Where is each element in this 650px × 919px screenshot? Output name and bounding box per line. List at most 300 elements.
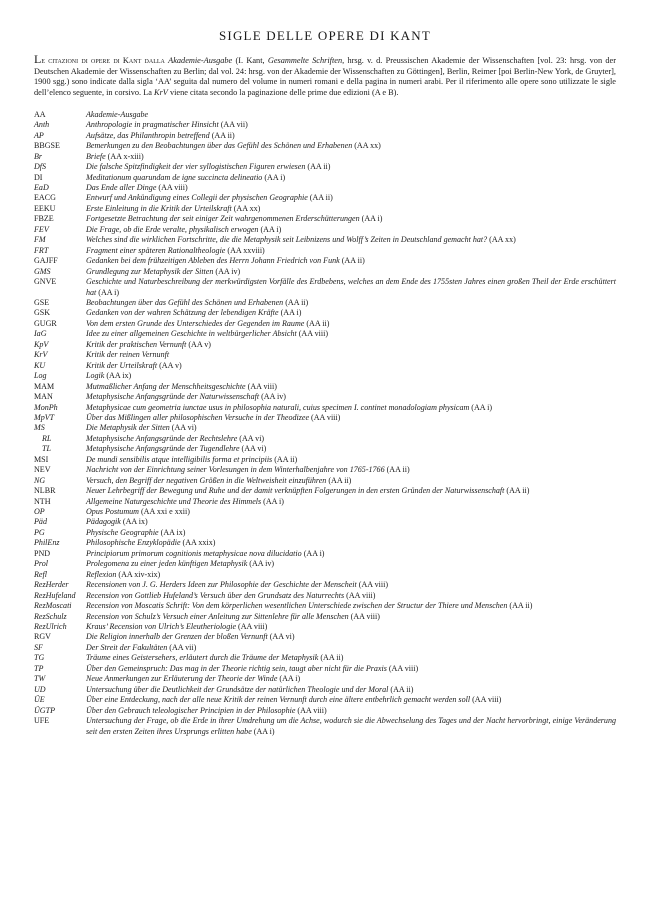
entry-abbreviation: MSI [34, 454, 49, 464]
list-item [34, 706, 616, 716]
entry-reference: (AA viii) [296, 329, 329, 339]
entry-abbreviation: ÜGTP [34, 705, 56, 715]
entry-reference: (AA xx) [231, 203, 261, 213]
entry-title: Fragment einer späteren Rationaltheologie [86, 245, 226, 255]
entry-reference: (AA ii) [326, 475, 352, 485]
entry-title: Prolegomena zu einer jeden künftigen Metaphysik [86, 559, 248, 569]
entry-reference: (AA viii) [470, 695, 502, 705]
entry-reference: (AA ii) [388, 684, 414, 694]
list-item [34, 685, 616, 695]
entry-reference: (AA xxi e xxii) [138, 507, 190, 517]
entry-abbreviation: NG [34, 475, 46, 485]
entry-title: Beobachtungen über das Gefühl des Schönen und Erhabenen [86, 297, 284, 307]
entry-description [86, 162, 616, 172]
entry-abbreviation: FBZE [34, 214, 54, 224]
entry-abbreviation: KpV [34, 339, 49, 349]
entry-abbreviation: TG [34, 653, 45, 663]
entry-title: Kritik der reinen Vernunft [86, 350, 170, 360]
entry-abbreviation: NEV [34, 465, 51, 475]
entry-description [86, 538, 616, 548]
entry-title: Metaphysische Anfangsgründe der Rechtslehre [86, 433, 238, 443]
list-item [34, 329, 616, 339]
entry-title: Mutmaßlicher Anfang der Menschheitsgeschichte [86, 381, 246, 391]
entry-title: Kraus’ Recension von Ulrich’s Eleutheriologie [86, 622, 237, 632]
list-item [34, 612, 616, 622]
entry-reference: (AA viii) [344, 590, 376, 600]
entry-description [86, 350, 616, 360]
entry-abbreviation: FM [34, 235, 46, 245]
entry-title: Kritik der praktischen Vernunft [86, 339, 187, 349]
entry-title: Grundlegung zur Metaphysik der Sitten [86, 266, 214, 276]
entry-description [86, 214, 616, 224]
intro-paragraph [34, 54, 616, 99]
entry-title: Pädagogik [86, 517, 121, 527]
entry-description [86, 528, 616, 538]
entry-title: Über den Gebrauch teleologischer Principien in der Philosophie [86, 705, 296, 715]
entry-abbreviation: Päd [34, 517, 47, 527]
entry-title: Briefe [86, 151, 106, 161]
entry-description [86, 570, 616, 580]
entry-description [86, 319, 616, 329]
entry-abbreviation: FRT [34, 245, 49, 255]
entry-reference: (AA viii) [356, 580, 389, 590]
list-item [34, 664, 616, 674]
entry-description [86, 455, 616, 465]
entry-description [86, 685, 616, 695]
intro-text-5: , hrsg. v. d. Preussischen Akademie der Wissenschaften [vol. 23: hrsg. von der Deutschen Akademie der Wissenschaften zu Berlin; dal vol. 24: hrsg. von der Akademie der Wissenschaften zu Göttingen], Berlin, Reimer [poi Berlin-New York, de Gruyter], 1900 sgg.) sono indicate dalla sigla ‘AA’ seguita dal numero del volume in numeri romani e della pagina in numeri arabi. Per il riferimento alle opere sono utilizzate le sigle dell’elenco seguente, in corsivo. La [34, 56, 616, 98]
list-item [34, 382, 616, 392]
entry-title: Anthropologie in pragmatischer Hinsicht [86, 120, 219, 130]
list-item [34, 267, 616, 277]
entry-abbreviation: RezHufeland [34, 590, 76, 600]
entry-reference: (AA v) [157, 360, 182, 370]
entry-reference: (AA i) [469, 402, 493, 412]
entry-title: Die Metaphysik der Sitten [86, 423, 170, 433]
entry-abbreviation: AP [34, 130, 44, 140]
entry-abbreviation: PhilEnz [34, 538, 60, 548]
entry-description [86, 382, 616, 392]
entry-reference: (AA i) [262, 172, 286, 182]
list-item [34, 392, 616, 402]
entry-title: Die Religion innerhalb der Grenzen der bloßen Vernunft [86, 632, 268, 642]
page-title: SIGLE DELLE OPERE DI KANT [219, 28, 431, 43]
intro-text-3: (I. Kant, [232, 56, 268, 65]
entry-abbreviation: BBGSE [34, 141, 60, 151]
list-item [34, 434, 616, 444]
list-item [34, 131, 616, 141]
list-item [34, 476, 616, 486]
list-item [34, 444, 616, 454]
entry-title: De mundi sensibilis atque intelligibilis forma et principiis [86, 454, 273, 464]
entry-abbreviation: DI [34, 172, 43, 182]
entry-description [86, 361, 616, 371]
entry-abbreviation: PG [34, 527, 45, 537]
entry-description [86, 193, 616, 203]
entry-abbreviation: RezUlrich [34, 622, 67, 632]
entry-reference: (AA x-xiii) [105, 151, 144, 161]
entry-description [86, 695, 616, 705]
entry-title: Über den Gemeinspruch: Das mag in der Theorie richtig sein, taugt aber nicht für die Praxis [86, 663, 387, 673]
entry-reference: (AA v) [186, 339, 211, 349]
entry-reference: (AA i) [261, 496, 284, 506]
entry-reference: (AA ii) [507, 601, 533, 611]
list-item [34, 308, 616, 318]
entry-reference: (AA vi) [267, 632, 295, 642]
entry-abbreviation: GNVE [34, 277, 57, 287]
entry-description [86, 173, 616, 183]
entry-reference: (AA i) [278, 308, 302, 318]
entry-abbreviation: UFE [34, 716, 50, 726]
entry-reference: (AA i) [251, 726, 275, 736]
list-item [34, 256, 616, 266]
entry-abbreviation: IaG [34, 329, 47, 339]
list-item [34, 538, 616, 548]
entry-abbreviation: EEKU [34, 203, 56, 213]
list-item [34, 319, 616, 329]
entry-description [86, 716, 616, 737]
entry-reference: (AA i) [359, 214, 383, 224]
entry-reference: (AA ii) [304, 318, 330, 328]
list-item [34, 497, 616, 507]
entry-title: Das Ende aller Dinge [86, 182, 157, 192]
entry-title: Untersuchung über die Deutlichkeit der Grundsätze der natürlichen Theologie und der Moral [86, 684, 389, 694]
entry-reference: (AA ii) [283, 297, 309, 307]
list-item [34, 622, 616, 632]
intro-text-4: Gesammelte Schriften [267, 56, 343, 65]
entry-title: Die falsche Spitzfindigkeit der vier syllogistischen Figuren erwiesen [86, 162, 306, 172]
entry-reference: (AA ii) [307, 193, 333, 203]
entry-abbreviation: MS [34, 423, 45, 433]
entry-reference: (AA ii) [384, 465, 410, 475]
entry-description [86, 277, 616, 298]
entry-description [86, 246, 616, 256]
entry-reference: (AA xxviii) [225, 245, 265, 255]
entry-abbreviation: RezMoscati [34, 601, 72, 611]
entry-description [86, 580, 616, 590]
entry-description [86, 131, 616, 141]
entry-abbreviation: Log [34, 371, 47, 381]
list-item [34, 183, 616, 193]
entry-abbreviation: ÜE [34, 695, 45, 705]
entry-abbreviation: AA [34, 109, 46, 119]
entry-abbreviation: EaD [34, 182, 49, 192]
entry-reference: (AA ii) [305, 162, 331, 172]
entry-title: Versuch, den Begriff der negativen Größen in die Weltweisheit einzuführen [86, 475, 327, 485]
list-item [34, 632, 616, 642]
entry-title: Metaphysische Anfangsgründe der Tugendlehre [86, 444, 240, 454]
entry-title: Gedanken bei dem frühzeitigen Ableben des Herrn Johann Friedrich von Funk [86, 256, 340, 266]
entry-description [86, 612, 616, 622]
entry-reference: (AA ii) [504, 486, 530, 496]
entry-abbreviation: RL [42, 433, 52, 443]
list-item [34, 277, 616, 298]
entry-reference: (AA vi) [237, 433, 265, 443]
list-item [34, 465, 616, 475]
entry-description [86, 674, 616, 684]
list-item [34, 214, 616, 224]
entry-reference: (AA iv) [259, 392, 286, 402]
entry-title: Reflexion [86, 569, 117, 579]
entry-reference: (AA i) [96, 287, 120, 297]
entry-abbreviation: GSK [34, 308, 51, 318]
entry-reference: (AA ii) [339, 256, 365, 266]
list-item [34, 528, 616, 538]
entry-reference: (AA vi) [169, 423, 197, 433]
entry-title: Idee zu einer allgemeinen Geschichte in weltbürgerlicher Absicht [86, 329, 297, 339]
list-item [34, 643, 616, 653]
entry-description [86, 601, 616, 611]
entry-abbreviation: Prol [34, 559, 49, 569]
entry-reference: (AA ix) [120, 517, 148, 527]
entry-reference: (AA vii) [218, 120, 248, 130]
list-item [34, 570, 616, 580]
entry-reference: (AA i) [277, 674, 301, 684]
entry-description [86, 507, 616, 517]
entry-abbreviation: UD [34, 684, 46, 694]
entry-reference: (AA i) [301, 548, 325, 558]
entry-reference: (AA vi) [239, 444, 267, 454]
list-item [34, 120, 616, 130]
list-item [34, 559, 616, 569]
entry-description [86, 256, 616, 266]
entry-reference: (AA ix) [158, 527, 186, 537]
entry-description [86, 183, 616, 193]
entry-abbreviation: FEV [34, 224, 49, 234]
entry-title: Recensionen von J. G. Herders Ideen zur Philosophie der Geschichte der Menscheit [86, 580, 357, 590]
entry-title: Entwurf und Ankündigung eines Collegii der physischen Geographie [86, 193, 308, 203]
entry-description [86, 392, 616, 402]
entry-title: Welches sind die wirklichen Fortschritte, die die Metaphysik seit Leibnizens und Wolff’s Zeiten in Deutschland gemacht hat? [86, 235, 488, 245]
entry-abbreviation: KU [34, 360, 46, 370]
entry-description [86, 235, 616, 245]
entry-title: Von dem ersten Grunde des Unterschiedes der Gegenden im Raume [86, 318, 305, 328]
entry-reference: (AA xiv-xix) [116, 569, 161, 579]
entry-abbreviation: GUGR [34, 318, 57, 328]
entry-abbreviation: Anth [34, 120, 50, 130]
entry-abbreviation: GSE [34, 297, 50, 307]
entry-abbreviation: RezHerder [34, 580, 69, 590]
entry-reference: (AA ix) [104, 371, 132, 381]
entry-abbreviation: RGV [34, 632, 51, 642]
entry-description [86, 329, 616, 339]
entry-title: Über das Mißlingen aller philosophischen Versuche in der Theodizee [86, 412, 310, 422]
entry-title: Nachricht von der Einrichtung seiner Vorlesungen in dem Winterhalbenjahre von 1765-1766 [86, 465, 385, 475]
entry-abbreviation: TP [34, 663, 44, 673]
entry-title: Principiorum primorum cognitionis metaphysicae nova dilucidatio [86, 548, 302, 558]
entry-description [86, 267, 616, 277]
entry-reference: (AA ii) [272, 454, 298, 464]
entry-description [86, 403, 616, 413]
entry-title: Philosophische Enzyklopädie [86, 538, 181, 548]
entry-description [86, 423, 616, 433]
entry-title: Kritik der Urteilskraft [86, 360, 158, 370]
entry-title: Metaphysische Anfangsgründe der Naturwissenschaft [86, 392, 260, 402]
entry-description [86, 664, 616, 674]
list-item [34, 350, 616, 360]
entry-reference: (AA viii) [309, 412, 341, 422]
list-item [34, 340, 616, 350]
list-item [34, 601, 616, 611]
entry-title: Recension von Schulz’s Versuch einer Anleitung zur Sittenlehre für alle Menschen [86, 611, 349, 621]
entry-description [86, 444, 616, 454]
entry-description [86, 486, 616, 496]
entry-reference: (AA iv) [247, 559, 275, 569]
list-item [34, 110, 616, 120]
list-item [34, 549, 616, 559]
entry-description [86, 559, 616, 569]
entry-description [86, 632, 616, 642]
entry-reference: (AA viii) [348, 611, 380, 621]
entry-reference: (AA vii) [167, 642, 197, 652]
list-item [34, 173, 616, 183]
list-item [34, 141, 616, 151]
entry-title: Opus Postumum [86, 507, 139, 517]
list-item [34, 716, 616, 737]
list-item [34, 361, 616, 371]
intro-text-7: viene citata secondo la paginazione delle prime due edizioni (A e B). [167, 88, 399, 98]
list-item [34, 507, 616, 517]
entry-description [86, 476, 616, 486]
entry-title: Recension von Moscatis Schrift: Von dem körperlichen wesentlichen Unterschiede zwischen der Structur der Thiere und Menschen [86, 601, 508, 611]
intro-text-6: KrV [154, 88, 168, 98]
entry-abbreviation: OP [34, 507, 45, 517]
entry-description [86, 413, 616, 423]
entry-title: Aufsätze, das Philanthropin betreffend [86, 130, 210, 140]
list-item [34, 591, 616, 601]
entry-abbreviation: MAM [34, 381, 55, 391]
list-item [34, 486, 616, 496]
entry-description [86, 643, 616, 653]
entry-title: Träume eines Geistersehers, erläutert durch die Träume der Metaphysik [86, 653, 319, 663]
list-item [34, 235, 616, 245]
entry-abbreviation: Br [34, 151, 43, 161]
entry-description [86, 110, 616, 120]
list-item [34, 162, 616, 172]
list-item [34, 695, 616, 705]
entry-description [86, 465, 616, 475]
entry-description [86, 434, 616, 444]
entry-title: Über eine Entdeckung, nach der alle neue Kritik der reinen Vernunft durch eine ältere entbehrlich gemacht werden soll [86, 695, 471, 705]
entry-title: Neue Anmerkungen zur Erläuterung der Theorie der Winde [86, 674, 278, 684]
entry-title: Geschichte und Naturbeschreibung der merkwürdigsten Vorfälle des Erdbebens, welches an dem Ende des 1755sten Jahres einen großen Theil der Erde erschüttert hat [86, 277, 616, 297]
entry-title: Akademie-Ausgabe [86, 109, 149, 119]
list-item [34, 298, 616, 308]
entry-abbreviation: TL [42, 444, 51, 454]
entry-title: Metaphysicae cum geometria iunctae usus in philosophia naturali, cuius specimen I. continet monadologiam physicam [86, 402, 470, 412]
entry-description [86, 141, 616, 151]
list-item [34, 193, 616, 203]
intro-dropcap: L [34, 52, 42, 66]
entry-title: Allgemeine Naturgeschichte und Theorie des Himmels [86, 496, 262, 506]
entry-reference: (AA viii) [386, 663, 419, 673]
entry-description [86, 308, 616, 318]
list-item [34, 674, 616, 684]
entry-abbreviation: KrV [34, 350, 48, 360]
intro-text-2: Akademie-Ausgabe [168, 56, 233, 65]
entry-reference: (AA viii) [236, 622, 268, 632]
entry-title: Erste Einleitung in die Kritik der Urteilskraft [86, 203, 232, 213]
entry-abbreviation: PND [34, 548, 51, 558]
entry-reference: (AA xxix) [180, 538, 216, 548]
entry-abbreviation: NLBR [34, 486, 56, 496]
entry-title: Logik [86, 371, 105, 381]
entry-title: Untersuchung der Frage, ob die Erde in ihrer Umdrehung um die Achse, wodurch sie die Abwechselung des Tages und der Nacht hervorbringt, einige Veränderung seit den ersten Zeiten ihres Ursprungs erlitten habe [86, 716, 616, 736]
entry-description [86, 298, 616, 308]
list-item [34, 152, 616, 162]
list-item [34, 580, 616, 590]
entry-reference: (AA ii) [318, 653, 344, 663]
entry-title: Physische Geographie [86, 527, 159, 537]
abbreviation-list [34, 110, 616, 737]
intro-text-1: e citazioni di opere di Kant dalla [41, 56, 169, 65]
entry-title: Bemerkungen zu den Beobachtungen über das Gefühl des Schönen und Erhabenen [86, 141, 353, 151]
list-item [34, 403, 616, 413]
entry-reference: (AA xx) [352, 141, 381, 151]
entry-title: Recension von Gottlieb Hufeland’s Versuch über den Grundsatz des Naturrechts [86, 590, 345, 600]
entry-abbreviation: DfS [34, 162, 47, 172]
entry-description [86, 152, 616, 162]
list-item [34, 204, 616, 214]
entry-abbreviation: NTH [34, 496, 51, 506]
entry-description [86, 653, 616, 663]
entry-reference: (AA i) [258, 224, 282, 234]
entry-description [86, 549, 616, 559]
entry-reference: (AA viii) [245, 381, 277, 391]
list-item [34, 423, 616, 433]
entry-abbreviation: EACG [34, 193, 56, 203]
entry-title: Meditationum quarundam de igne succincta delineatio [86, 172, 263, 182]
entry-abbreviation: RezSchulz [34, 611, 67, 621]
entry-abbreviation: MAN [34, 392, 53, 402]
list-item [34, 455, 616, 465]
entry-description [86, 517, 616, 527]
entry-title: Fortgesetzte Betrachtung der seit einiger Zeit wahrgenommenen Erderschütterungen [86, 214, 360, 224]
entry-abbreviation: MpVT [34, 412, 55, 422]
entry-abbreviation: TW [34, 674, 46, 684]
entry-description [86, 706, 616, 716]
entry-reference: (AA xx) [487, 235, 516, 245]
entry-reference: (AA ii) [209, 130, 235, 140]
entry-abbreviation: SF [34, 642, 43, 652]
list-item [34, 413, 616, 423]
entry-description [86, 591, 616, 601]
entry-reference: (AA viii) [295, 705, 327, 715]
list-item [34, 653, 616, 663]
entry-abbreviation: MonPh [34, 402, 58, 412]
list-item [34, 225, 616, 235]
entry-reference: (AA iv) [213, 266, 241, 276]
entry-description [86, 120, 616, 130]
entry-abbreviation: GAJFF [34, 256, 58, 266]
entry-abbreviation: Refl [34, 569, 47, 579]
entry-abbreviation: GMS [34, 266, 51, 276]
entry-reference: (AA viii) [156, 182, 188, 192]
entry-description [86, 340, 616, 350]
list-item [34, 517, 616, 527]
entry-description [86, 622, 616, 632]
entry-description [86, 497, 616, 507]
list-item [34, 246, 616, 256]
list-item [34, 371, 616, 381]
entry-title: Die Frage, ob die Erde veralte, physikalisch erwogen [86, 224, 259, 234]
entry-description [86, 204, 616, 214]
entry-description [86, 225, 616, 235]
entry-title: Gedanken von der wahren Schätzung der lebendigen Kräfte [86, 308, 279, 318]
entry-title: Neuer Lehrbegriff der Bewegung und Ruhe und der damit verknüpften Folgerungen in den ersten Gründen der Naturwissenschaft [86, 486, 505, 496]
entry-description [86, 371, 616, 381]
entry-title: Der Streit der Fakultäten [86, 642, 168, 652]
page [34, 28, 616, 737]
